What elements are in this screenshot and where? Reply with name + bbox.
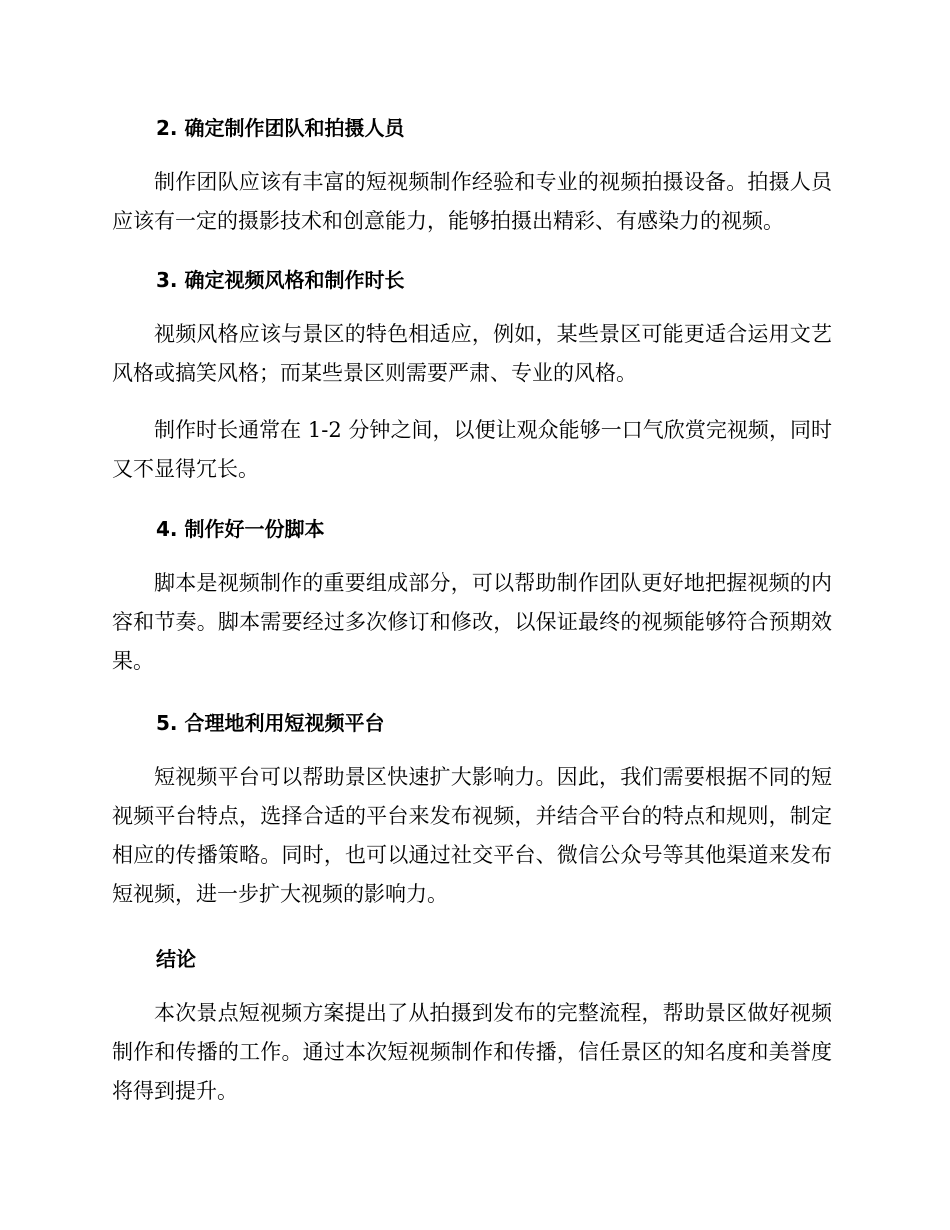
section-heading-style-duration: 3. 确定视频风格和制作时长 — [156, 268, 405, 292]
section-heading-platform: 5. 合理地利用短视频平台 — [156, 711, 385, 735]
paragraph-style: 视频风格应该与景区的特色相适应，例如，某些景区可能更适合运用文艺风格或搞笑风格；而某些景区则需要严肃、专业的风格。 — [112, 322, 832, 385]
section-heading-team: 2. 确定制作团队和拍摄人员 — [156, 116, 405, 140]
paragraph-team: 制作团队应该有丰富的短视频制作经验和专业的视频拍摄设备。拍摄人员应该有一定的摄影技术和创意能力，能够拍摄出精彩、有感染力的视频。 — [112, 170, 832, 233]
paragraph-script: 脚本是视频制作的重要组成部分，可以帮助制作团队更好地把握视频的内容和节奏。脚本需要经过多次修订和修改，以保证最终的视频能够符合预期效果。 — [112, 571, 832, 673]
paragraph-duration: 制作时长通常在 1-2 分钟之间，以便让观众能够一口气欣赏完视频，同时又不显得冗长。 — [112, 418, 832, 481]
section-heading-script: 4. 制作好一份脚本 — [156, 517, 325, 541]
paragraph-conclusion: 本次景点短视频方案提出了从拍摄到发布的完整流程，帮助景区做好视频制作和传播的工作。通过本次短视频制作和传播，信任景区的知名度和美誉度将得到提升。 — [112, 1001, 832, 1103]
paragraph-platform: 短视频平台可以帮助景区快速扩大影响力。因此，我们需要根据不同的短视频平台特点，选择合适的平台来发布视频，并结合平台的特点和规则，制定相应的传播策略。同时，也可以通过社交平台、微信公众号等其他渠道来发布短视频，进一步扩大视频的影响力。 — [112, 765, 832, 906]
section-heading-conclusion: 结论 — [156, 947, 196, 971]
